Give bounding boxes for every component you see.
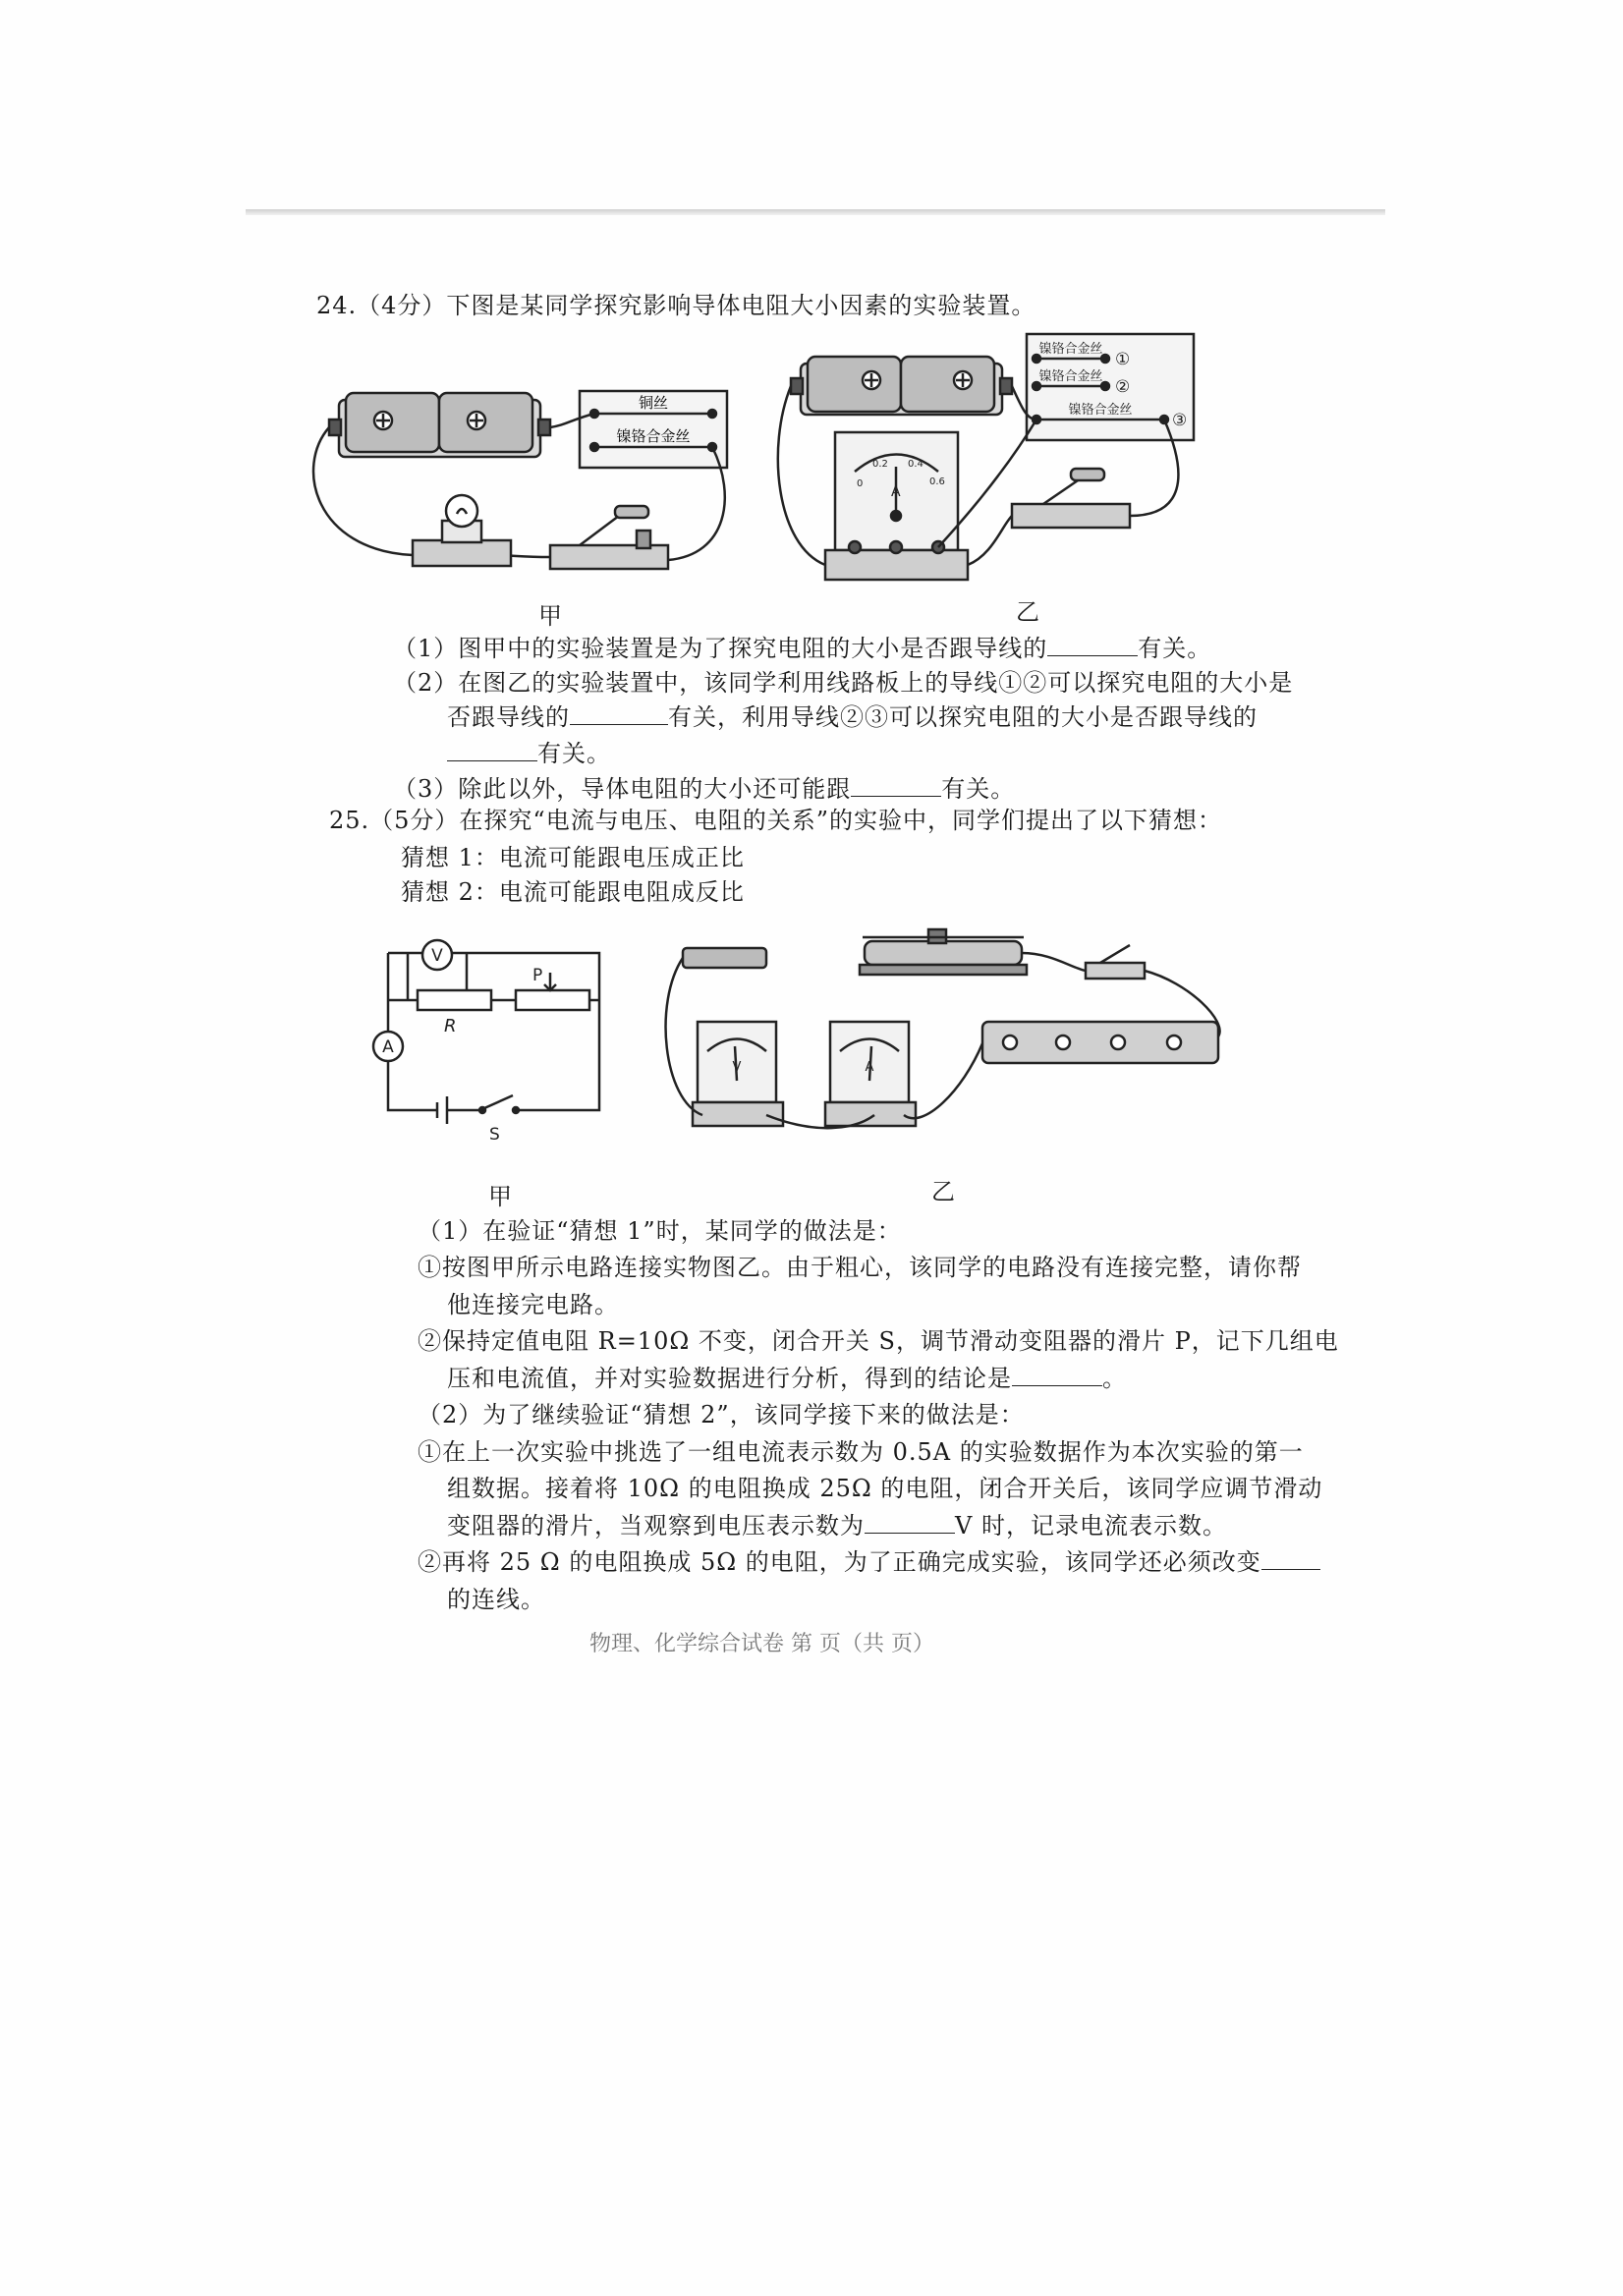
q25-s1-1-line2: 他连接完电路。 <box>447 1291 619 1318</box>
q24-figure-jia <box>324 378 756 624</box>
ammeter-scale-2: 0.4 <box>908 459 923 470</box>
q24-figure-yi <box>786 329 1218 594</box>
q24-header: 24.（4分）下图是某同学探究影响导体电阻大小因素的实验装置。 <box>316 292 1036 319</box>
q25-s2-2-line2: 的连线。 <box>447 1586 545 1613</box>
q24-fig-jia-caption: 甲 <box>538 602 563 630</box>
q25-s1-2-line1: ②保持定值电阻 R=10Ω 不变，闭合开关 S，调节滑动变阻器的滑片 P，记下几组电 <box>418 1327 1339 1355</box>
label-wire-2: 镍铬合金丝 <box>1038 369 1103 384</box>
slider-label: P <box>532 966 543 985</box>
q25-s2-2-line1: ②再将 25 Ω 的电阻换成 5Ω 的电阻，为了正确完成实验，该同学还必须改变 <box>418 1547 1320 1577</box>
answer-blank[interactable] <box>1261 1547 1320 1570</box>
q25-s2: （2）为了继续验证“猜想 2”，该同学接下来的做法是： <box>418 1401 1025 1428</box>
answer-blank[interactable] <box>447 739 537 761</box>
q25-circuit-jia <box>364 933 619 1149</box>
answer-blank[interactable] <box>865 1511 955 1534</box>
label-wire-3: 镍铬合金丝 <box>1068 403 1133 418</box>
ammeter-unit: A <box>891 484 901 500</box>
answer-blank[interactable] <box>1047 634 1138 656</box>
mark-2: ② <box>1115 377 1131 397</box>
answer-blank[interactable] <box>851 774 941 797</box>
q25-s2-1-line3: 变阻器的滑片，当观察到电压表示数为 V 时，记录电流表示数。 <box>447 1512 1227 1540</box>
label-copper-wire: 铜丝 <box>638 394 669 412</box>
q24-part2-line2: 否跟导线的 有关，利用导线②③可以探究电阻的大小是否跟导线的 <box>447 703 1258 731</box>
q25-s2-1-line2: 组数据。接着将 10Ω 的电阻换成 25Ω 的电阻，闭合开关后，该同学应调节滑动 <box>447 1475 1323 1502</box>
resistor-label: R <box>444 1016 457 1036</box>
q24-part1: （1）图甲中的实验装置是为了探究电阻的大小是否跟导线的 有关。 <box>393 635 1212 662</box>
q25-guess2: 猜想 2：电流可能跟电阻成反比 <box>401 878 745 906</box>
switch-label: S <box>489 1125 500 1145</box>
mark-3: ③ <box>1172 411 1188 430</box>
voltmeter-symbol: V <box>732 1060 742 1075</box>
ammeter-scale-0: 0 <box>857 478 864 489</box>
q25-fig-yi-caption: 乙 <box>931 1178 956 1205</box>
label-wire-1: 镍铬合金丝 <box>1038 342 1103 357</box>
q24-part2-line3: 有关。 <box>447 739 611 768</box>
q24-part2-line1: （2）在图乙的实验装置中，该同学利用线路板上的导线①②可以探究电阻的大小是 <box>393 669 1294 697</box>
answer-blank[interactable] <box>570 702 668 725</box>
voltmeter-symbol: V <box>431 946 443 966</box>
ammeter-scale-1: 0.2 <box>872 459 888 470</box>
q25-s1-2-line2: 压和电流值，并对实验数据进行分析，得到的结论是 。 <box>447 1365 1127 1392</box>
ammeter-symbol: A <box>865 1060 874 1075</box>
q25-guess1: 猜想 1：电流可能跟电压成正比 <box>401 844 745 871</box>
answer-blank[interactable] <box>1012 1364 1102 1386</box>
mark-1: ① <box>1115 350 1131 369</box>
q25-s1: （1）在验证“猜想 1”时，某同学的做法是： <box>418 1217 902 1245</box>
q25-fig-jia-caption: 甲 <box>488 1183 513 1210</box>
page-footer: 物理、化学综合试卷 第 页（共 页） <box>589 1632 934 1656</box>
q24-part3: （3）除此以外，导体电阻的大小还可能跟 有关。 <box>393 775 1016 803</box>
q25-s2-1-line1: ①在上一次实验中挑选了一组电流表示数为 0.5A 的实验数据作为本次实验的第一 <box>418 1438 1304 1466</box>
q25-s1-1-line1: ①按图甲所示电路连接实物图乙。由于粗心，该同学的电路没有连接完整，请你帮 <box>418 1254 1302 1281</box>
page-top-edge <box>246 209 1385 215</box>
q24-fig-yi-caption: 乙 <box>1016 598 1040 626</box>
ammeter-symbol: A <box>382 1037 394 1057</box>
ammeter-scale-3: 0.6 <box>929 476 945 487</box>
q25-physical-yi <box>678 924 1238 1149</box>
q25-header: 25.（5分）在探究“电流与电压、电阻的关系”的实验中，同学们提出了以下猜想： <box>329 807 1222 834</box>
label-nichrome-wire: 镍铬合金丝 <box>616 427 691 445</box>
